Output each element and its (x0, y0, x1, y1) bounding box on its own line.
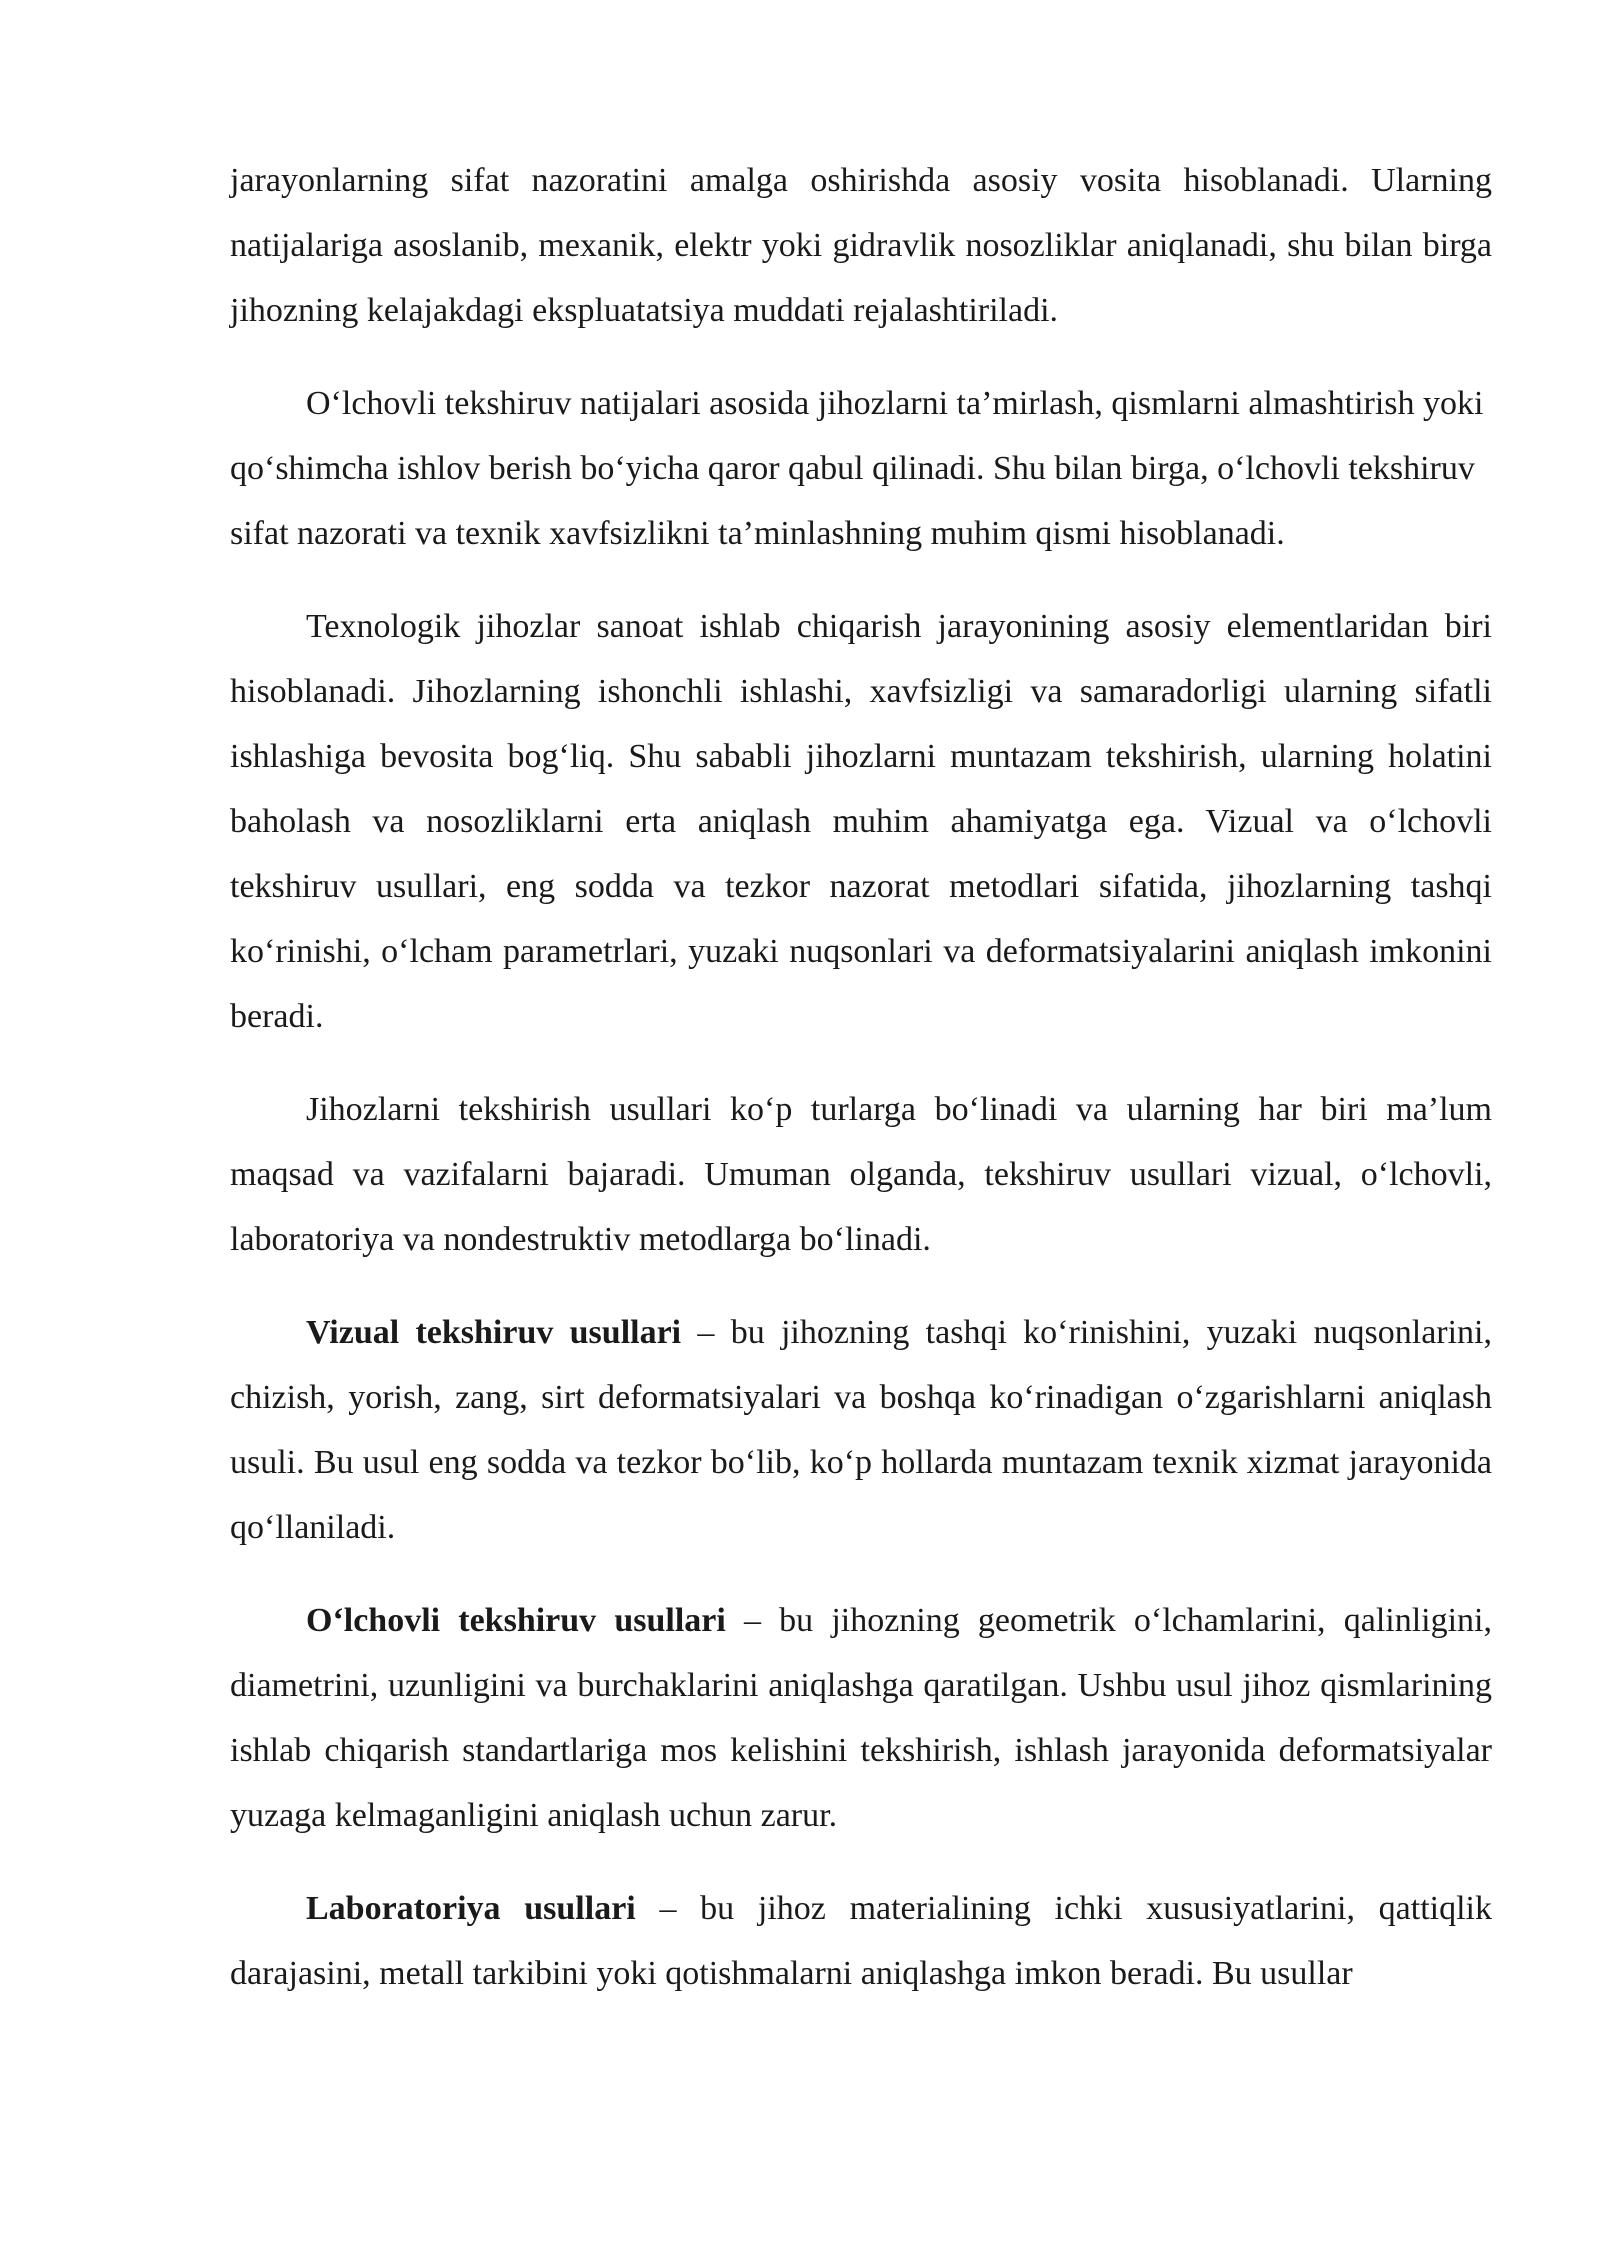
paragraph-4 (230, 1077, 1492, 1272)
paragraph-7 (230, 1876, 1492, 2006)
paragraph-3 (230, 594, 1492, 1049)
paragraph-5-text: – bu jihozning tashqi ko‘rinishini, yuzaki nuqsonlarini, chizish, yorish, zang, sirt deformatsiyalari va boshqa ko‘rinadigan o‘zgarishlarni aniqlash usuli. Bu usul eng sodda va tezkor bo‘lib, ko‘p hollarda muntazam texnik xizmat jarayonida qo‘llaniladi. (230, 1314, 1493, 1546)
document-page (230, 148, 1492, 2034)
paragraph-1 (230, 148, 1492, 343)
paragraph-5-heading: Vizual tekshiruv usullari (306, 1314, 682, 1351)
paragraph-6-text: – bu jihozning geometrik o‘lchamlarini, qalinligini, diametrini, uzunligini va burchaklarini aniqlashga qaratilgan. Ushbu usul jihoz qismlarining ishlab chiqarish standartlariga mos kelishini tekshirish, ishlash jarayonida deformatsiyalar yuzaga kelmaganligini aniqlash uchun zarur. (230, 1602, 1492, 1834)
paragraph-2 (230, 371, 1492, 566)
paragraph-1-text: jarayonlarning sifat nazoratini amalga oshirishda asosiy vosita hisoblanadi. Ularning natijalariga asoslanib, mexanik, elektr yoki gidravlik nosozliklar aniqlanadi, shu bilan birga jihozning kelajakdagi ekspluatatsiya muddati rejalashtiriladi. (230, 162, 1492, 329)
paragraph-5 (230, 1300, 1492, 1560)
paragraph-3-text: Texnologik jihozlar sanoat ishlab chiqarish jarayonining asosiy elementlaridan biri hisoblanadi. Jihozlarning ishonchli ishlashi, xavfsizligi va samaradorligi ularning sifatli ishlashiga bevosita bog‘liq. Shu sababli jihozlarni muntazam tekshirish, ularning holatini baholash va nosozliklarni erta aniqlash muhim ahamiyatga ega. Vizual va o‘lchovli tekshiruv usullari, eng sodda va tezkor nazorat metodlari sifatida, jihozlarning tashqi ko‘rinishi, o‘lcham parametrlari, yuzaki nuqsonlari va deformatsiyalarini aniqlash imkonini beradi. (230, 608, 1492, 1035)
paragraph-6-heading: O‘lchovli tekshiruv usullari (306, 1602, 726, 1639)
paragraph-2-text: O‘lchovli tekshiruv natijalari asosida jihozlarni ta’mirlash, qismlarni almashtirish yoki qo‘shimcha ishlov berish bo‘yicha qaror qabul qilinadi. Shu bilan birga, o‘lchovli tekshiruv sifat nazorati va texnik xavfsizlikni ta’minlashning muhim qismi hisoblanadi. (230, 385, 1484, 552)
paragraph-7-text: – bu jihoz materialining ichki xususiyatlarini, qattiqlik darajasini, metall tarkibini yoki qotishmalarni aniqlashga imkon beradi. Bu usullar (230, 1890, 1492, 1992)
paragraph-7-heading: Laboratoriya usullari (306, 1890, 636, 1927)
paragraph-6 (230, 1588, 1492, 1848)
paragraph-4-text: Jihozlarni tekshirish usullari ko‘p turlarga bo‘linadi va ularning har biri ma’lum maqsad va vazifalarni bajaradi. Umuman olganda, tekshiruv usullari vizual, o‘lchovli, laboratoriya va nondestruktiv metodlarga bo‘linadi. (230, 1091, 1492, 1258)
